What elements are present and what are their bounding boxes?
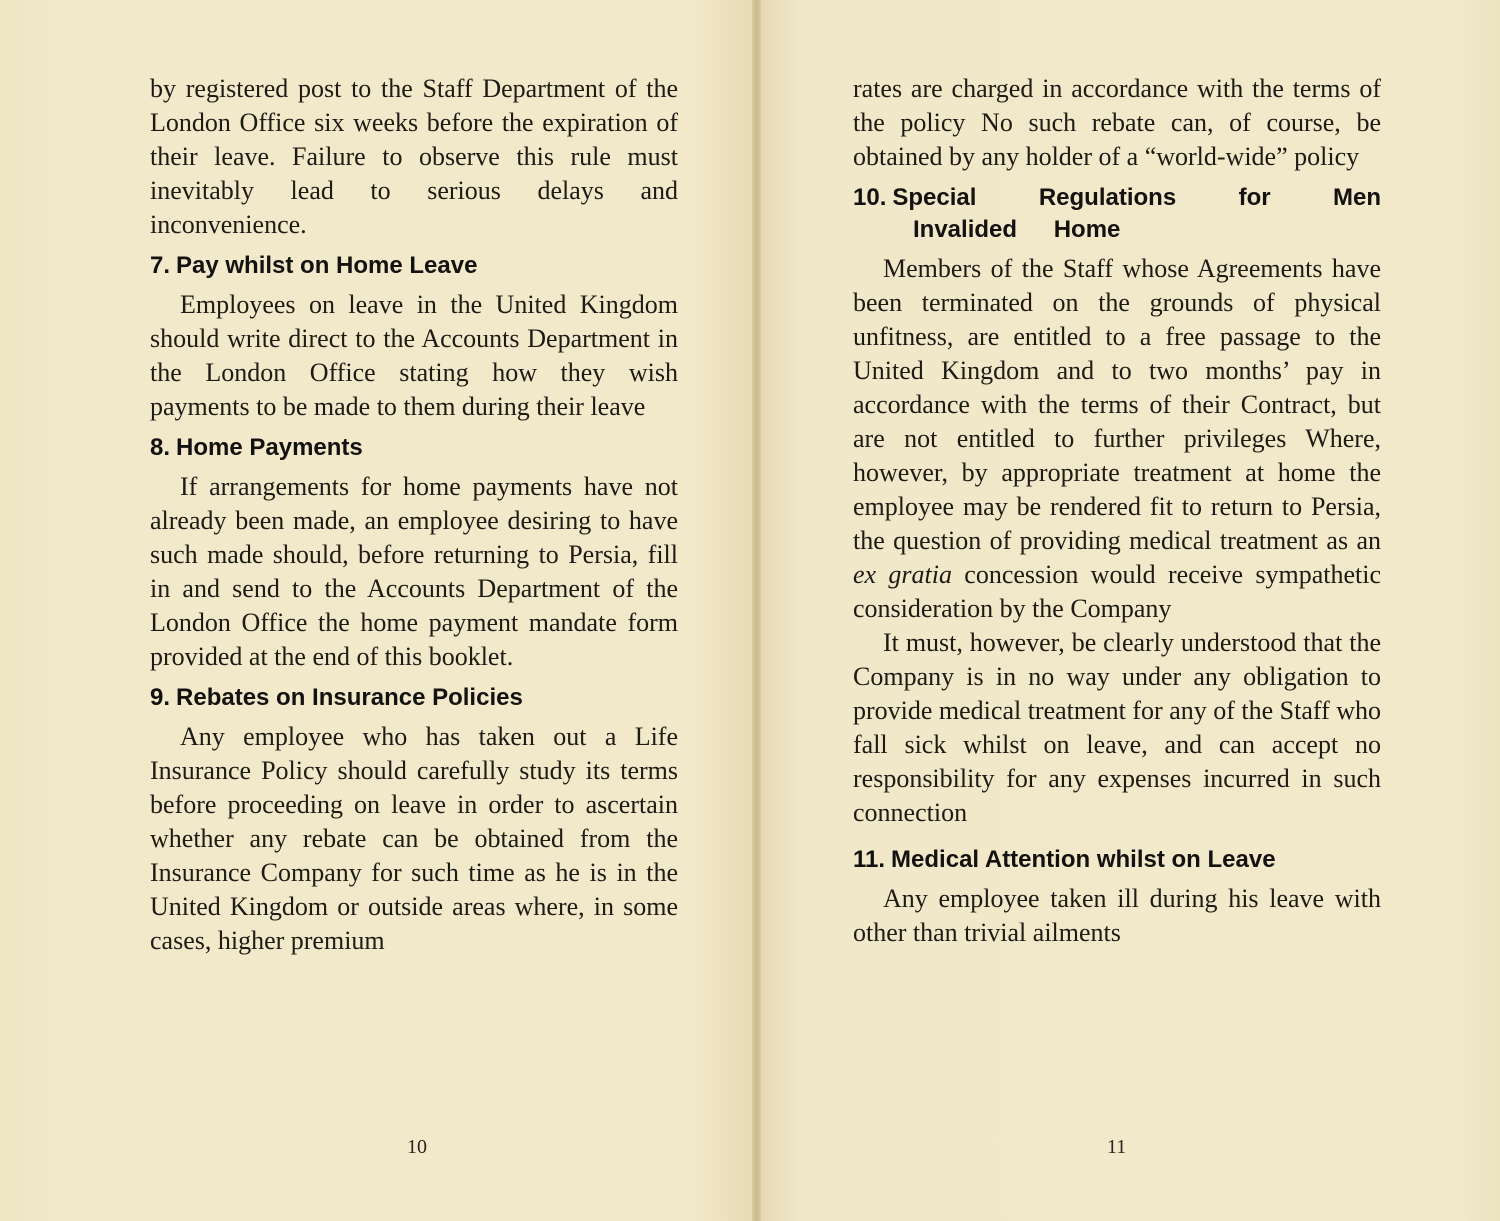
- section-title: Special Regulations for Men Invalided Home: [892, 184, 1381, 243]
- section-10-paragraph-1: [853, 252, 1381, 626]
- section-8-body: If arrangements for home payments have not already been made, an employee desiring to have such made should, before returning to Persia, fill in and send to the Accounts Department of the London Office the home payment mandate form provided at the end of this booklet.: [150, 472, 678, 671]
- right-page-column: [853, 72, 1381, 950]
- section-number: 7.: [150, 252, 171, 279]
- section-title: Medical Attention whilst on Leave: [891, 846, 1276, 873]
- section-number: 10.: [853, 184, 887, 211]
- section-title: Rebates on Insurance Policies: [176, 684, 523, 711]
- section-11-body: [853, 882, 1381, 950]
- section-heading-7: [150, 250, 678, 282]
- section-10-paragraph-2: [853, 626, 1381, 830]
- section-heading-9: [150, 682, 678, 714]
- italic-phrase: ex gratia: [853, 560, 952, 589]
- section-number: 11.: [853, 846, 886, 873]
- section-heading-8: [150, 432, 678, 464]
- page-number-left: 10: [407, 1136, 427, 1158]
- section-7-body: Employees on leave in the United Kingdom should write direct to the Accounts Department in the London Office stating how they wish payments to be made to them during their leave: [150, 290, 678, 421]
- section-title: Home Payments: [176, 434, 363, 461]
- section-9-body: Any employee who has taken out a Life Insurance Policy should carefully study its terms before proceeding on leave in order to ascertain whether any rebate can be obtained from the Insurance Company for such time as he is in the United Kingdom or outside areas where, in some cases, higher premium: [150, 722, 678, 955]
- continued-paragraph: by registered post to the Staff Department of the London Office six weeks before the expiration of their leave. Failure to observe this rule must inevitably lead to serious delays and inconvenience.: [150, 74, 678, 239]
- section-title: Pay whilst on Home Leave: [176, 252, 478, 279]
- section-number: 8.: [150, 434, 171, 461]
- paragraph-text: Any employee taken ill during his leave with other than trivial ailments: [853, 884, 1381, 947]
- paragraph-text: It must, however, be clearly understood that the Company is in no way under any obligation to provide medical treatment for any of the Staff who fall sick whilst on leave, and can accept no responsibility for any expenses incurred in such connection: [853, 628, 1382, 827]
- continued-paragraph: rates are charged in accordance with the terms of the policy No such rebate can, of course, be obtained by any holder of a “world-wide” policy: [853, 74, 1381, 171]
- section-heading-10: [853, 182, 1381, 246]
- left-page-column: [150, 72, 678, 958]
- section-number: 9.: [150, 684, 171, 711]
- section-heading-11: [853, 844, 1381, 876]
- paragraph-text: concession would receive sympathetic consideration by the Company: [853, 560, 1381, 623]
- page-number-right: 11: [1107, 1136, 1127, 1158]
- paragraph-text: Members of the Staff whose Agreements have been terminated on the grounds of physical unfitness, are entitled to a free passage to the United Kingdom and to two months’ pay in accordance with the terms of their Contract, but are not entitled to further privileges Where, however, by appropriate treatment at home the employee may be rendered fit to return to Persia, the question of providing medical treatment as an: [853, 254, 1381, 555]
- book-gutter: [752, 0, 761, 1221]
